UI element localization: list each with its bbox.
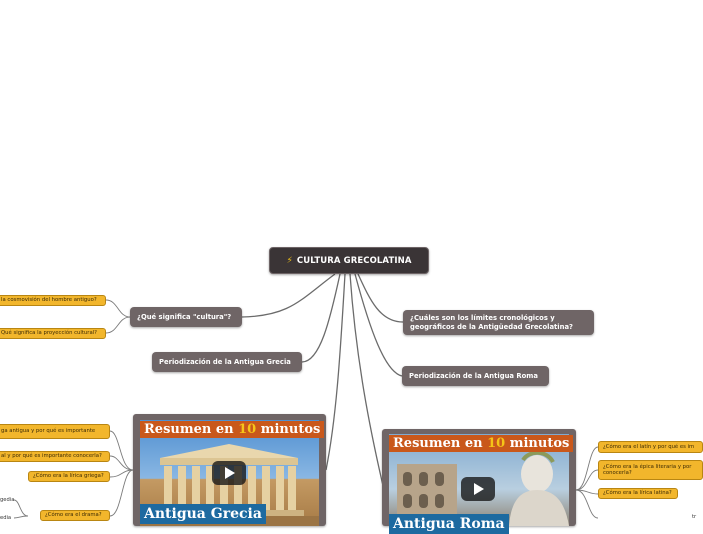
caption-text-rome: Antigua Roma [393,516,505,532]
leaf-latin-lyric[interactable] [598,488,678,499]
video-caption-rome [389,514,509,534]
leaf-latin-language-label: ¿Cómo era el latín y por qué es im [603,443,695,450]
lightning-icon: ⚡ [286,255,293,266]
topic-rome-periodization[interactable] [402,366,549,386]
leaf-latin-language[interactable] [598,441,703,453]
leaf-ancient-worldview[interactable] [0,295,106,306]
video-title-ribbon-greece [140,421,324,438]
ribbon-number: 10 [238,422,257,437]
connector-rome-period [355,274,402,376]
video-card-greece[interactable] [133,414,326,526]
ribbon-prefix: Resumen en [393,436,488,451]
leaf-greek-language-label: ga antigua y por qué es importante [1,428,96,435]
topic-culture-meaning-label: ¿Qué significa "cultura"? [137,313,232,321]
topic-chronological-limits[interactable] [403,310,594,335]
connector-greece-video [326,274,345,470]
leaf-greek-drama[interactable] [40,510,110,521]
leaf-latin-epic-label: ¿Cómo era la épica literaria y por conocerla? [603,463,692,476]
leaf-comedy-fragment[interactable]: edia [0,515,12,521]
leaf-cultural-projection[interactable] [0,328,106,339]
video-thumbnail-rome[interactable] [389,434,570,532]
leaf-latin-epic[interactable] [598,460,703,480]
central-topic-label: CULTURA GRECOLATINA [296,255,412,266]
play-icon[interactable] [212,461,246,485]
connector-rome-video [350,274,384,490]
ribbon-suffix: minutos [505,436,570,451]
leaf-greek-language[interactable] [0,424,110,439]
leaf-greek-epic-label: al y por qué es importante conocerla? [1,453,102,460]
ribbon-suffix: minutos [256,422,321,437]
leaf-greek-drama-label: ¿Cómo era el drama? [45,512,102,519]
video-card-rome[interactable] [382,429,576,532]
connector-greece-period [302,274,340,362]
video-title-ribbon-rome [389,435,573,452]
play-icon[interactable] [461,477,495,501]
ribbon-prefix: Resumen en [144,422,239,437]
leaf-greek-epic[interactable] [0,451,110,462]
leaf-greek-lyric-label: ¿Cómo era la lírica griega? [33,473,104,480]
topic-greece-periodization[interactable] [152,352,302,372]
leaf-latin-fragment[interactable]: tr [692,514,697,520]
connector-culture [242,274,335,317]
leaf-cultural-projection-label: Qué significa la proyección cultural? [1,330,97,337]
central-topic[interactable] [269,247,429,274]
topic-rome-periodization-label: Periodización de la Antigua Roma [409,372,538,380]
video-caption-greece [140,504,266,524]
topic-greece-periodization-label: Periodización de la Antigua Grecia [159,358,291,366]
leaf-tragedy-fragment[interactable]: gedia [0,497,15,503]
connector-limits [358,274,403,322]
leaf-latin-lyric-label: ¿Cómo era la lírica latina? [603,490,672,497]
leaf-greek-lyric[interactable] [28,471,110,482]
topic-chronological-limits-label: ¿Cuáles son los límites cronológicos y geográficos de la Antigüedad Grecolatina? [410,314,573,331]
video-thumbnail-greece[interactable] [140,420,319,526]
ribbon-number: 10 [487,436,506,451]
leaf-ancient-worldview-label: la cosmovisión del hombre antiguo? [1,297,97,304]
caption-text-greece: Antigua Grecia [144,506,262,522]
topic-culture-meaning[interactable] [130,307,242,327]
